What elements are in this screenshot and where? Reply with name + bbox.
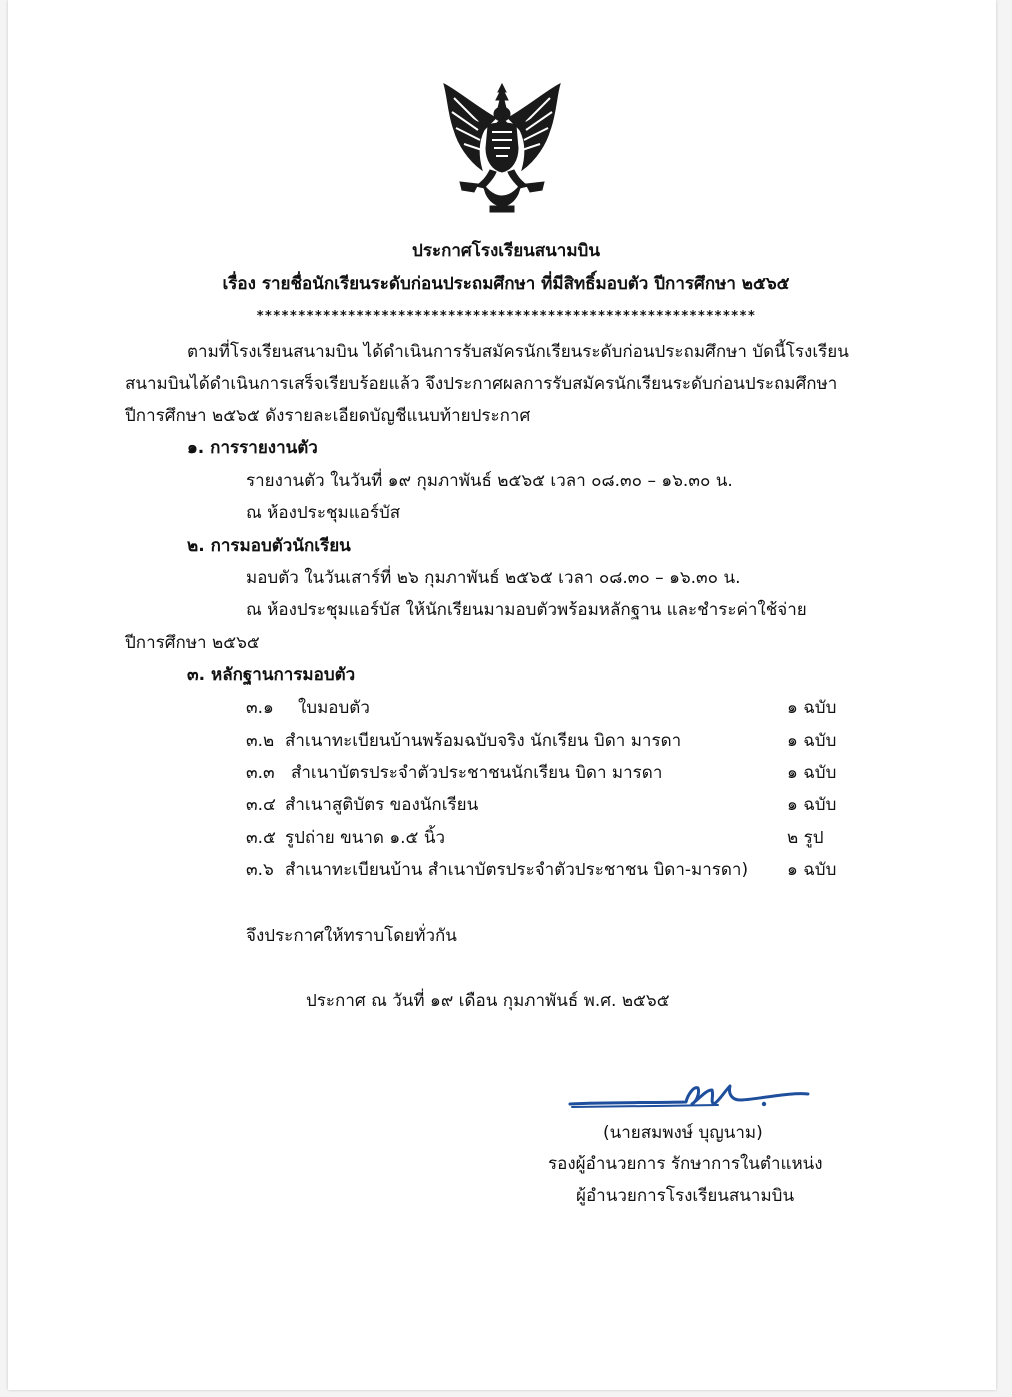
- signatory-position-1: รองผู้อำนวยการ รักษาการในตำแหน่ง: [548, 1154, 823, 1174]
- closing-text: จึงประกาศให้ทราบโดยทั่วกัน: [246, 926, 457, 946]
- evidence-item-text: สำเนาบัตรประจำตัวประชาชนนักเรียน บิดา มารดา: [291, 763, 663, 783]
- intro-line-2: สนามบินได้ดำเนินการเสร็จเรียบร้อยแล้ว จึงประกาศผลการรับสมัครนักเรียนระดับก่อนประถมศึกษา: [125, 374, 838, 394]
- evidence-item-number: ๓.๖: [246, 860, 274, 880]
- section-1-line-1: รายงานตัว ในวันที่ ๑๙ กุมภาพันธ์ ๒๕๖๕ เวลา ๐๘.๓๐ – ๑๖.๓๐ น.: [246, 471, 733, 491]
- separator-line: ************************************************************: [256, 309, 756, 324]
- section-1-line-2: ณ ห้องประชุมแอร์บัส: [246, 503, 401, 523]
- section-2-line-1: มอบตัว ในวันเสาร์ที่ ๒๖ กุมภาพันธ์ ๒๕๖๕ เวลา ๐๘.๓๐ – ๑๖.๓๐ น.: [246, 568, 741, 588]
- evidence-item-number: ๓.๑: [246, 698, 274, 718]
- announcement-title: ประกาศโรงเรียนสนามบิน: [412, 241, 600, 261]
- evidence-item-number: ๓.๕: [246, 828, 276, 848]
- evidence-item-text: สำเนาสูติบัตร ของนักเรียน: [285, 795, 479, 815]
- evidence-item-number: ๓.๓: [246, 763, 275, 783]
- intro-line-3: ปีการศึกษา ๒๕๖๕ ดังรายละเอียดบัญชีแนบท้ายประกาศ: [125, 406, 531, 426]
- section-3-heading: ๓. หลักฐานการมอบตัว: [187, 665, 356, 685]
- evidence-item-text: รูปถ่าย ขนาด ๑.๕ นิ้ว: [285, 828, 445, 848]
- section-2-line-3: ปีการศึกษา ๒๕๖๕: [125, 633, 260, 653]
- evidence-item-number: ๓.๔: [246, 795, 276, 815]
- evidence-item-number: ๓.๒: [246, 731, 275, 751]
- section-2-heading: ๒. การมอบตัวนักเรียน: [187, 536, 351, 556]
- signature-icon: [568, 1076, 813, 1116]
- evidence-item-quantity: ๑ ฉบับ: [787, 860, 837, 880]
- section-1-heading: ๑. การรายงานตัว: [187, 438, 318, 458]
- evidence-item-quantity: ๑ ฉบับ: [787, 731, 837, 751]
- evidence-item-text: สำเนาทะเบียนบ้าน สำเนาบัตรประจำตัวประชาชน บิดา-มารดา): [285, 860, 749, 880]
- evidence-item-text: ใบมอบตัว: [298, 698, 370, 718]
- evidence-item-quantity: ๒ รูป: [787, 828, 824, 848]
- evidence-item-quantity: ๑ ฉบับ: [787, 795, 837, 815]
- evidence-item-text: สำเนาทะเบียนบ้านพร้อมฉบับจริง นักเรียน บิดา มารดา: [285, 731, 682, 751]
- signatory-position-2: ผู้อำนวยการโรงเรียนสนามบิน: [576, 1186, 795, 1206]
- garuda-emblem-icon: [438, 78, 566, 216]
- section-2-line-2: ณ ห้องประชุมแอร์บัส ให้นักเรียนมามอบตัวพร้อมหลักฐาน และชำระค่าใช้จ่าย: [246, 600, 807, 620]
- date-line: ประกาศ ณ วันที่ ๑๙ เดือน กุมภาพันธ์ พ.ศ. ๒๕๖๕: [306, 991, 670, 1011]
- evidence-item-quantity: ๑ ฉบับ: [787, 763, 837, 783]
- intro-line-1: ตามที่โรงเรียนสนามบิน ได้ดำเนินการรับสมัครนักเรียนระดับก่อนประถมศึกษา บัดนี้โรงเรียน: [187, 342, 849, 362]
- announcement-subject: เรื่อง รายชื่อนักเรียนระดับก่อนประถมศึกษา ที่มีสิทธิ์มอบตัว ปีการศึกษา ๒๕๖๕: [222, 274, 790, 294]
- evidence-item-quantity: ๑ ฉบับ: [787, 698, 837, 718]
- signatory-name: (นายสมพงษ์ บุญนาม): [603, 1123, 763, 1143]
